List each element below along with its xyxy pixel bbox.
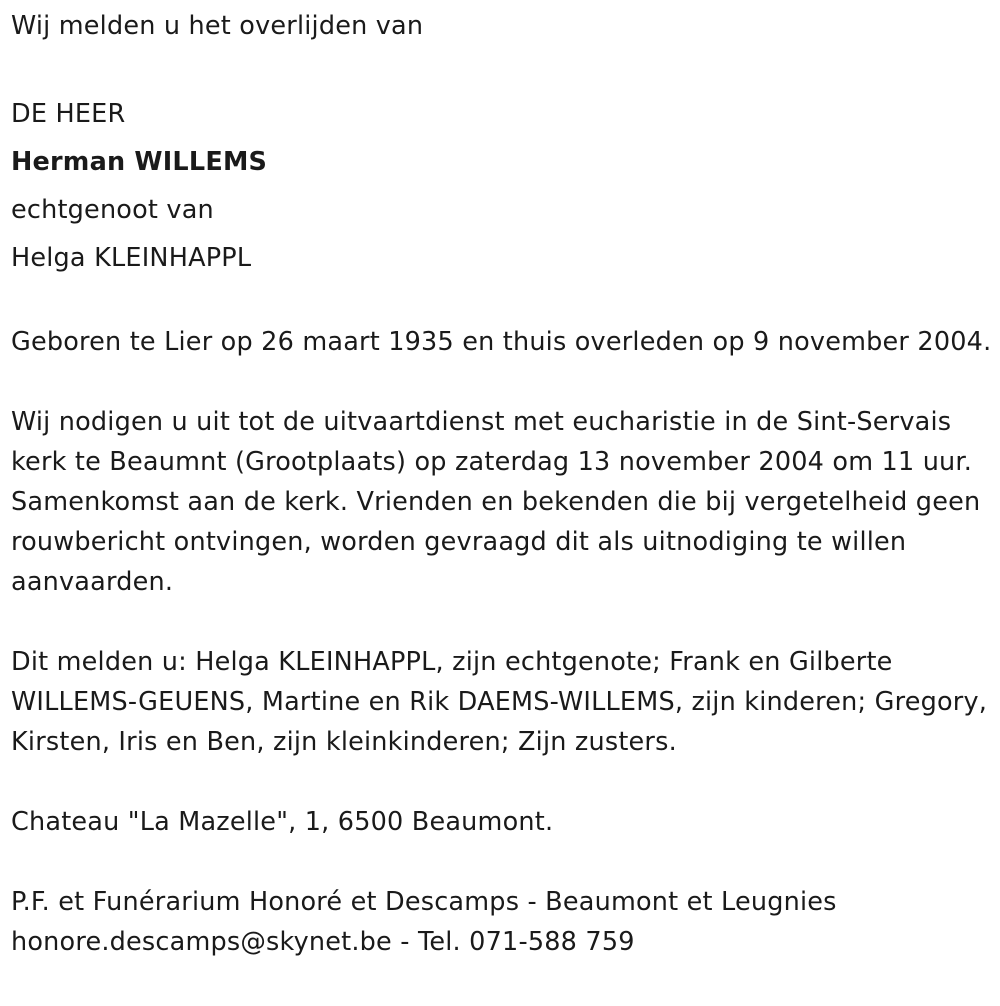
spacer xyxy=(11,282,993,322)
deceased-name: Herman WILLEMS xyxy=(11,147,268,177)
contact-line: honore.descamps@skynet.be - Tel. 071-588 759 xyxy=(11,927,635,957)
address-line: Chateau "La Mazelle", 1, 6500 Beaumont. xyxy=(11,807,554,837)
spouse-name: Helga KLEINHAPPL xyxy=(11,243,252,273)
spacer xyxy=(11,602,993,642)
deceased-title: DE HEER xyxy=(11,99,126,129)
spacer xyxy=(11,842,993,882)
relation-text: echtgenoot van xyxy=(11,195,214,225)
spacer xyxy=(11,46,993,90)
spacer xyxy=(11,362,993,402)
family-paragraph: Dit melden u: Helga KLEINHAPPL, zijn echtgenote; Frank en Gilberte WILLEMS-GEUENS, Martine en Rik DAEMS-WILLEMS, zijn kinderen; Gregory, Kirsten, Iris en Ben, zijn kleinkinderen; Zijn zusters. xyxy=(11,647,988,757)
death-notice xyxy=(11,6,993,962)
deceased-block xyxy=(11,90,993,282)
spacer xyxy=(11,762,993,802)
invitation-paragraph: Wij nodigen u uit tot de uitvaartdienst met eucharistie in de Sint-Servais kerk te Beaumnt (Grootplaats) op zaterdag 13 november 2004 om 11 uur. Samenkomst aan de kerk. Vrienden en bekenden die bij vergetelheid geen rouwbericht ontvingen, worden gevraagd dit als uitnodiging te willen aanvaarden. xyxy=(11,407,981,597)
birth-death-paragraph: Geboren te Lier op 26 maart 1935 en thuis overleden op 9 november 2004. xyxy=(11,327,992,357)
funeral-home-line: P.F. et Funérarium Honoré et Descamps - Beaumont et Leugnies xyxy=(11,887,837,917)
notice-intro: Wij melden u het overlijden van xyxy=(11,11,424,41)
